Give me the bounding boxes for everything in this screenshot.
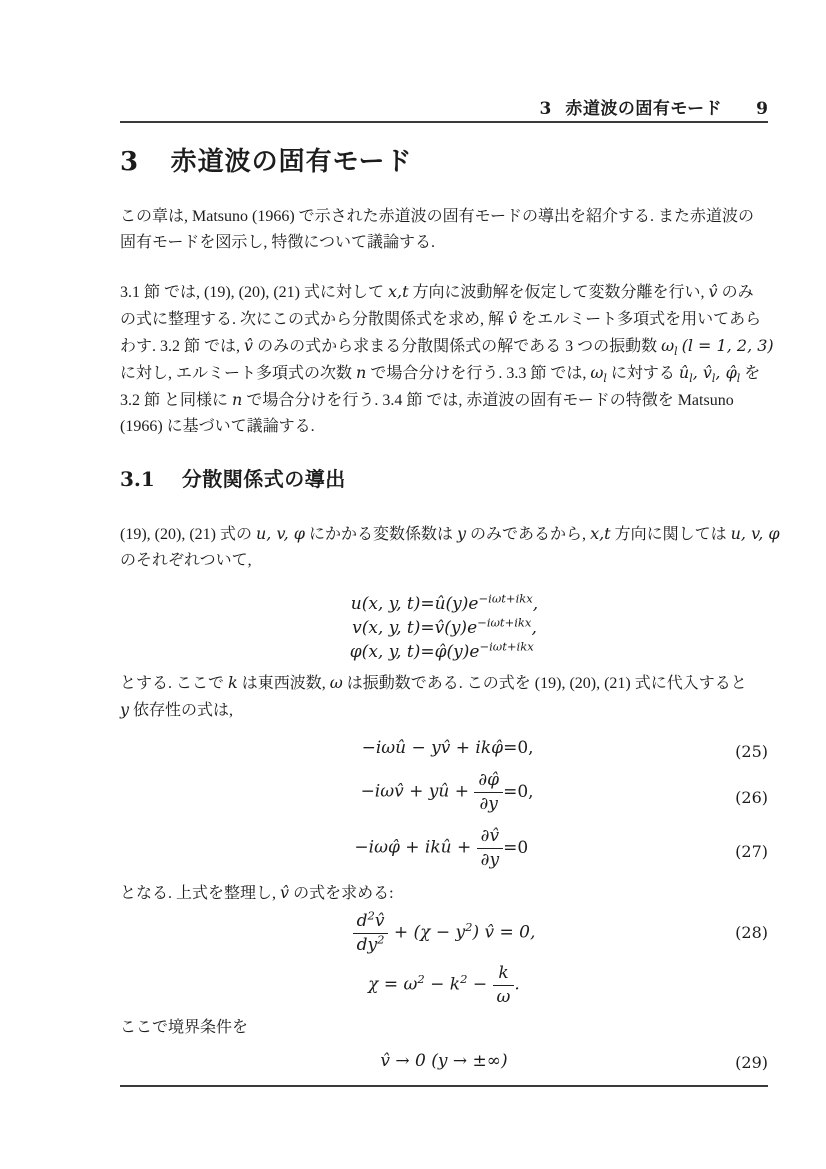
text-line: y 依存性の式は, <box>120 700 234 719</box>
header-rule <box>120 121 768 123</box>
equation-rhs: 0, <box>517 738 534 758</box>
equation-rhs: $v̂(y)e^{-i\omega t+ikx}$, <box>434 615 537 638</box>
subsection-heading <box>120 464 768 495</box>
text-line: 3.2 節 と同様に n で場合分けを行う. 3.4 節 では, 赤道波の固有モードの特徴を Matsuno <box>120 390 734 409</box>
display-equation-system <box>120 732 768 876</box>
equation-number: (28) <box>735 923 768 943</box>
equation-lhs: −iωφ̂ + ikû + $\frac{\partial v̂}{\partial y}$ <box>354 820 503 876</box>
text-line: に対し, エルミート多項式の次数 n で場合分けを行う. 3.3 節 では, $\omega_l$ に対する $û_l$, $v̂_l$, $\varphî_l$ を <box>120 363 761 386</box>
equation-number: (26) <box>735 788 768 807</box>
equation-lhs: v(x, y, t) <box>352 618 421 638</box>
subsection-number: 3.1 <box>120 467 155 491</box>
section-number: 3 <box>120 147 139 177</box>
equals-sign: = <box>420 642 435 662</box>
equation-number: (27) <box>735 842 768 861</box>
paragraph-overview <box>120 279 774 440</box>
display-equation-wave-solutions <box>120 592 768 664</box>
equation-rhs: 0 <box>517 838 529 859</box>
equation-array <box>120 732 768 876</box>
header-page-number: 9 <box>756 99 768 119</box>
text-line: のそれぞれついて, <box>120 552 252 569</box>
text-line: (19), (20), (21) 式の u, v, φ にかかる変数係数は y のみであるから, x,t 方向に関しては u, v, φ <box>120 524 780 543</box>
equation-lhs: −iωv̂ + yû + $\frac{\partial\varphî}{\partial y}$ <box>361 764 504 820</box>
text-line: 固有モードを図示し, 特徴について議論する. <box>120 234 436 251</box>
equation-number: (29) <box>735 1053 768 1073</box>
paragraph-substitution <box>120 670 768 724</box>
equation-rhs: 0, <box>517 782 534 803</box>
running-header <box>120 99 768 119</box>
text-line: わす. 3.2 節 では, v̂ のみの式から求まる分散関係式の解である 3 つの振動数 $\omega_l$ (l = 1, 2, 3) <box>120 336 774 359</box>
equation-body: v̂ → 0 (y → ±∞) <box>380 1051 508 1072</box>
text-line: この章は, Matsuno (1966) で示された赤道波の固有モードの導出を紹介する. また赤道波の <box>120 208 755 225</box>
text-line: 3.1 節 では, (19), (20), (21) 式に対して x,t 方向に波動解を仮定して変数分離を行い, v̂ のみ <box>120 282 754 301</box>
paragraph-setup <box>120 521 780 574</box>
section-title: 赤道波の固有モード <box>170 146 413 176</box>
equation-body: $\chi = \omega^2 - k^2$ − $\frac{k}{\omega}$ . <box>368 963 520 1008</box>
equation-lhs: φ(x, y, t) <box>349 642 421 662</box>
header-section-number: 3 <box>539 99 552 119</box>
text-line: ここで境界条件を <box>120 1019 249 1037</box>
equation-lhs: u(x, y, t) <box>350 594 421 614</box>
section-heading <box>120 143 768 180</box>
text-line: とする. ここで k は東西波数, ω は振動数である. この式を (19), (20), (21) 式に代入すると <box>120 673 747 692</box>
equation-lhs: −iωû − yv̂ + ikφ̂ <box>361 738 504 758</box>
text-line: (1966) に基づいて議論する. <box>120 418 315 435</box>
equals-sign: = <box>420 594 435 614</box>
equation-rhs: $û(y)e^{-i\omega t+ikx}$, <box>434 591 539 614</box>
subsection-title: 分散関係式の導出 <box>181 469 346 491</box>
equals-sign: = <box>503 838 518 859</box>
paragraph-arrange <box>120 880 768 907</box>
equals-sign: = <box>503 782 518 803</box>
header-section-title: 赤道波の固有モード <box>565 99 723 118</box>
equation-rhs: $\varphî(y)e^{-i\omega t+ikx}$ <box>434 639 534 662</box>
equals-sign: = <box>503 738 518 758</box>
equation-number: (25) <box>735 742 768 761</box>
text-line: の式に整理する. 次にこの式から分散関係式を求め, 解 v̂ をエルミート多項式を用いてあら <box>120 309 762 328</box>
text-line: となる. 上式を整理し, v̂ の式を求める: <box>120 883 394 903</box>
equation-body: $\frac{d^2v̂}{dy^2}$ + $(\chi - y^2)$ v̂ = 0, <box>120 907 768 959</box>
paragraph-intro <box>120 204 768 256</box>
footer-rule <box>120 1085 768 1087</box>
paragraph-boundary <box>120 1015 768 1041</box>
page-content <box>120 0 780 1087</box>
equals-sign: = <box>420 618 435 638</box>
display-equation-boundary <box>120 1049 768 1073</box>
display-equation-vhat <box>120 907 768 1011</box>
